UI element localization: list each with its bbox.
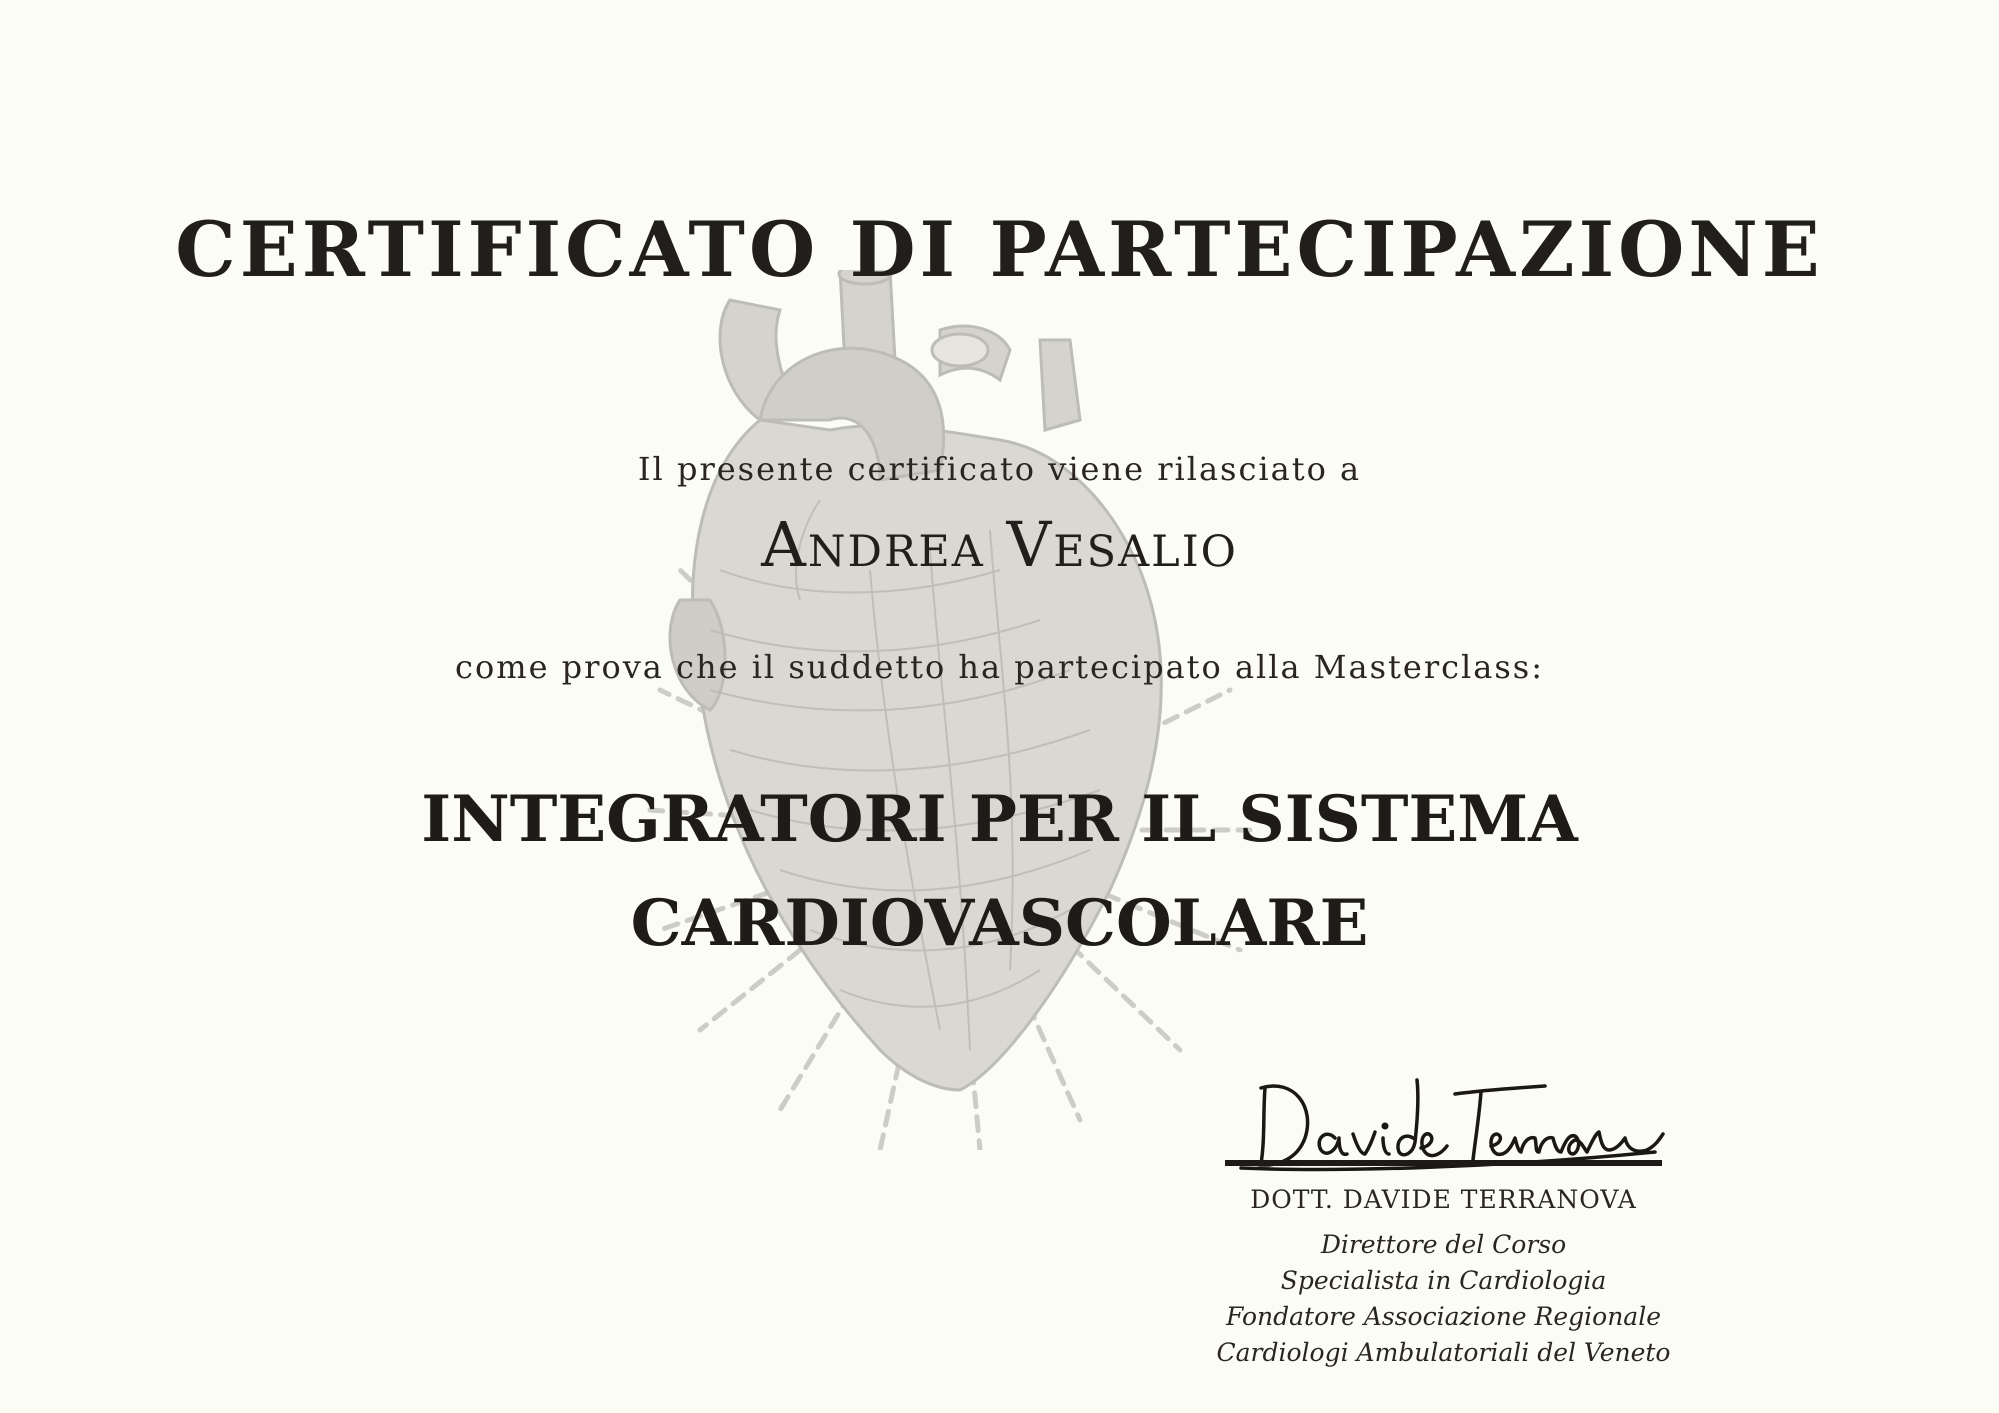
signature-line <box>1225 1160 1662 1166</box>
signer-name: DOTT. DAVIDE TERRANOVA <box>1250 1185 1637 1214</box>
course-title <box>0 768 1999 976</box>
course-title-line-2: CARDIOVASCOLARE <box>630 886 1369 961</box>
course-title-line-1: INTEGRATORI PER IL SISTEMA <box>421 782 1578 857</box>
anatomical-heart-illustration <box>640 270 1260 1150</box>
signer-role-2: Specialista in Cardiologia <box>1280 1266 1607 1295</box>
proof-text: come prova che il suddetto ha partecipato alla Masterclass: <box>455 648 1544 686</box>
signer-role-1: Direttore del Corso <box>1320 1230 1567 1259</box>
recipient-name: Andrea Vesalio <box>761 508 1238 581</box>
intro-text: Il presente certificato viene rilasciato a <box>637 450 1362 488</box>
certificate-title: CERTIFICATO DI PARTECIPAZIONE <box>175 205 1824 294</box>
signer-role-4: Cardiologi Ambulatoriali del Veneto <box>1216 1338 1671 1367</box>
signer-role-3: Fondatore Associazione Regionale <box>1225 1302 1662 1331</box>
